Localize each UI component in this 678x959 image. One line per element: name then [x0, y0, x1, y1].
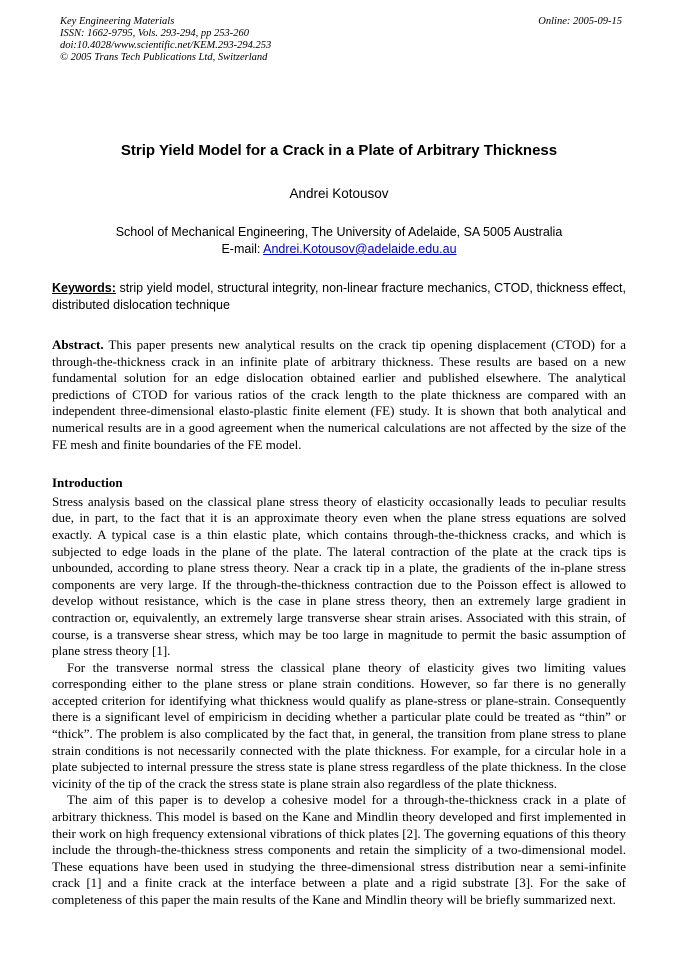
author-name: Andrei Kotousov [289, 186, 389, 201]
keywords-label: Keywords: [52, 281, 116, 295]
email-link[interactable]: Andrei.Kotousov@adelaide.edu.au [263, 242, 457, 256]
introduction-paragraph-1: Stress analysis based on the classical plane stress theory of elasticity occasionally leads to peculiar results due, in part, to the fact that it is an approximate theory even when the plane stress equations are solved exactly. A typical case is a thin elastic plate, which contains through-the-thickness cracks, and which is subjected to edge loads in the plane of the plate. The lateral contraction of the plate at the crack tips is unbounded, according to plane stress theory. Near a crack tip in a plate, the gradients of the in-plane stress components are very large. If the through-the-thickness contraction due to the Poisson effect is allowed to develop without resistance, which is the case in plane stress theory, then an extremely large gradient in contraction or, equivalently, an extremely large transverse shear strain arises. Associated with this strain, of course, is a transverse shear stress, which may be too large in magnitude to permit the basic assumption of plane stress theory [1]. [52, 493, 626, 659]
email-label: E-mail: [221, 242, 264, 256]
journal-name: Key Engineering Materials [60, 16, 175, 27]
email-line [52, 241, 626, 258]
journal-header [52, 16, 626, 64]
online-date: Online: 2005-09-15 [538, 16, 622, 27]
abstract-text: This paper presents new analytical results on the crack tip opening displacement (CTOD) for a through-the-thickness crack in an infinite plate of arbitrary thickness. These results are based on a new fundamental solution for an edge dislocation obtained earlier and published elsewhere. The analytical predictions of CTOD for various ratios of the crack length to the plate thickness are compared with an independent three-dimensional elasto-plastic finite element (FE) study. It is shown that both analytical and numerical results are in a good agreement when the numerical calculations are not affected by the size of the FE mesh and finite boundaries of the FE model. [52, 337, 626, 452]
introduction-paragraph-3: The aim of this paper is to develop a cohesive model for a through-the-thickness crack in a plate of arbitrary thickness. This model is based on the Kane and Mindlin theory developed and first implemented in their work on high frequency extensional vibrations of thick plates [2]. The governing equations of this theory include the through-the-thickness stress components and retain the simplicity of a two-dimensional model. These equations have been used in studying the three-dimensional stress distribution near a semi-infinite crack [1] and a finite crack at the interface between a plate and a rigid substrate [3]. For the sake of completeness of this paper the main results of the Kane and Mindlin theory will be briefly summarized next. [52, 792, 626, 907]
keywords-text: strip yield model, structural integrity, non-linear fracture mechanics, CTOD, thickness effect, distributed dislocation technique [52, 281, 626, 312]
journal-copyright-line: © 2005 Trans Tech Publications Ltd, Switzerland [60, 52, 268, 63]
keywords-block [52, 280, 626, 313]
paper-title: Strip Yield Model for a Crack in a Plate of Arbitrary Thickness [120, 142, 558, 159]
author-affiliation: School of Mechanical Engineering, The University of Adelaide, SA 5005 Australia [115, 225, 563, 239]
introduction-paragraph-2: For the transverse normal stress the classical plane theory of elasticity gives two limiting values corresponding either to the plane stress or plane strain conditions. However, so far there is no generally accepted criterion for identifying what thickness would qualify as plane-stress or plane-strain. Consequently there is a significant level of empiricism in deciding whether a particular plate could be treated as “thin” or “thick”. The problem is also complicated by the fact that, in general, the transition from plane stress to plane strain conditions is not necessarily connected with the plate thickness. For example, for a circular hole in a plate subjected to internal pressure the stress state is plane stress regardless of the plate thickness. In the close vicinity of the tip of the crack the stress state is plane strain also regardless of the plate thickness. [52, 659, 626, 791]
abstract-block [52, 337, 626, 453]
abstract-label: Abstract. [52, 337, 104, 352]
journal-info-block [60, 16, 271, 64]
journal-doi-line: doi:10.4028/www.scientific.net/KEM.293-294.253 [60, 40, 272, 51]
section-heading-introduction: Introduction [52, 475, 123, 491]
journal-issn-line: ISSN: 1662-9795, Vols. 293-294, pp 253-260 [60, 28, 249, 39]
